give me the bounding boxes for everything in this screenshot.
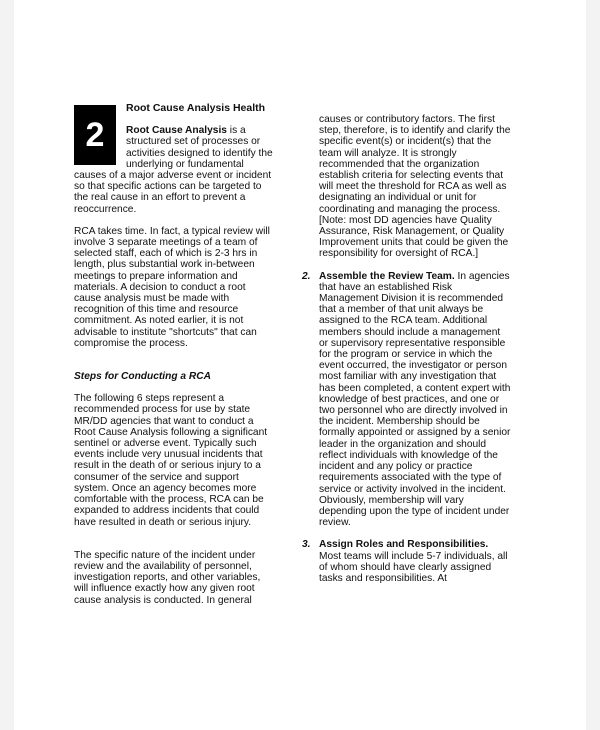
list-item-assemble-team <box>302 270 512 529</box>
continuation-paragraph: causes or contributory factors. The first step, therefore, is to identify and clarify the specific event(s) or incident(s) that the team will analyze. It is strongly recommended that the organization establish criteria for selecting events that will meet the threshold for RCA as well as designating an individual or unit for coordinating and managing the process. [Note: most DD agencies have Quality Assurance, Risk Management, or Quality Improvement units that could be given the responsibility for oversight of RCA.] <box>319 114 511 260</box>
list-item-title: Assign Roles and Responsibilities. <box>319 539 489 551</box>
intro-term: Root Cause Analysis <box>126 125 227 137</box>
document-page <box>14 0 586 730</box>
section-number-box: 2 <box>74 105 116 165</box>
specific-nature-paragraph: The specific nature of the incident under review and the availability of personnel, investigation reports, and other variables, will influence exactly how any given root cause analysis is conducted. In general <box>74 549 261 606</box>
list-number: 2. <box>302 270 311 282</box>
list-number: 3. <box>302 539 311 551</box>
list-item-text: In agencies that have an established Risk Management Division it is recommended that a member of that unit always be assigned to the RCA team. Additional members should include a management or supervisory representative responsible for the program or service in which the event occurred, the investigator or person most familiar with any investigation that has been completed, a content expert with knowledge of best practices, and one or two personnel who are directly involved in the incident. Membership should be formally appointed or assigned by a senior leader in the organization and should reflect individuals with knowledge of the incident and any policy or practice requirements associated with the type of service or activity involved in the incident. Obviously, membership will vary depending upon the type of incident under review. <box>319 270 511 529</box>
right-column <box>302 114 512 584</box>
list-item-assign-roles <box>302 539 512 584</box>
section-heading: Root Cause Analysis Health <box>126 102 266 114</box>
steps-paragraph: The following 6 steps represent a recommended process for use by state MR/DD agencies that want to conduct a Root Cause Analysis following a significant sentinel or adverse event. Typically such events include very unusual incidents that result in the death of or serious injury to a consumer of the service and support system. Once an agency becomes more comfortable with the process, RCA can be expanded to address incidents that could have resulted in death or serious injury. <box>74 393 268 528</box>
steps-heading: Steps for Conducting a RCA <box>74 371 211 383</box>
list-item-text: Most teams will include 5-7 individuals, all of whom should have clearly assigned tasks and responsibilities. At <box>319 550 508 584</box>
rca-time-paragraph: RCA takes time. In fact, a typical review will involve 3 separate meetings of a team of selected staff, each of which is 2-3 hrs in length, plus substantial work in-between meetings to prepare information and materials. A decision to conduct a root cause analysis must be made with recognition of this time and resource commitment. As noted earlier, it is not advisable to institute "shortcuts" that can compromise the process. <box>74 225 270 349</box>
list-item-title: Assemble the Review Team. <box>319 270 455 282</box>
intro-text: is a structured set of processes or activities designed to identify the underlying or fundamental causes of a major adverse event or incident so that specific actions can be targeted to the real cause in an effort to prevent a reoccurrence. <box>74 125 273 215</box>
left-column <box>74 103 274 606</box>
